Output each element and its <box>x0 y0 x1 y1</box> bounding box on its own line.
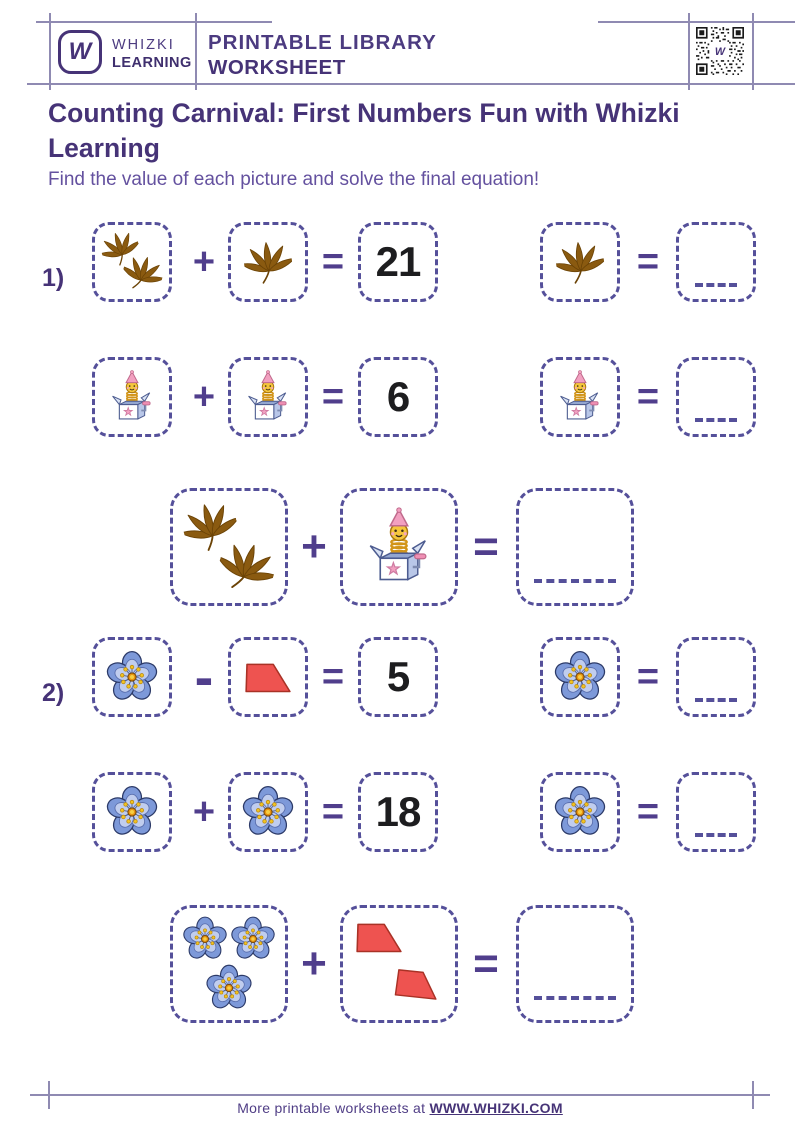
final-addend-box <box>340 905 458 1023</box>
answer-blank-line <box>695 418 737 422</box>
printable-library-label: PRINTABLE LIBRARY <box>208 31 437 54</box>
qr-code-icon <box>696 27 744 75</box>
jack-in-the-box-icon <box>241 370 295 424</box>
equals-operator: = <box>636 376 660 418</box>
crop-mark <box>36 21 272 23</box>
problem-label: 1) <box>42 264 65 292</box>
brand-name-whizki: WHIZKI <box>112 37 175 53</box>
blue-flower-icon <box>103 648 161 706</box>
red-trapezoid-icon <box>389 963 444 1004</box>
addend-box <box>228 357 308 437</box>
equals-operator: = <box>473 522 499 571</box>
blue-flower-icon <box>239 783 297 841</box>
answer-box <box>676 222 756 302</box>
minuend-box <box>92 637 172 717</box>
final-addend-box <box>340 488 458 606</box>
equals-operator: = <box>473 939 499 988</box>
blue-flower-icon <box>551 648 609 706</box>
whizki-logo <box>58 30 102 74</box>
red-trapezoid-icon <box>351 918 407 957</box>
blue-flower-icon <box>103 783 161 841</box>
addend-box <box>92 222 172 302</box>
worksheet-label: WORKSHEET <box>208 56 346 79</box>
final-answer-box <box>516 905 634 1023</box>
crop-mark <box>30 1094 770 1096</box>
result-value: 6 <box>386 373 410 420</box>
crop-mark <box>598 21 795 23</box>
final-addend-box <box>170 905 288 1023</box>
jack-in-the-box-icon <box>359 507 439 587</box>
blue-flower-icon <box>203 962 255 1014</box>
answer-blank-line <box>534 579 616 583</box>
plus-operator: + <box>301 522 327 571</box>
equals-operator: = <box>321 241 345 283</box>
solve-icon-box <box>540 637 620 717</box>
addend-box <box>92 357 172 437</box>
jack-in-the-box-icon <box>553 370 607 424</box>
red-trapezoid-icon <box>240 658 296 697</box>
crop-mark <box>49 13 51 90</box>
equals-operator: = <box>321 376 345 418</box>
crop-mark <box>752 13 754 90</box>
result-value: 5 <box>386 653 410 700</box>
crop-mark <box>195 13 197 90</box>
result-box <box>358 637 438 717</box>
equals-operator: = <box>636 656 660 698</box>
result-box <box>358 222 438 302</box>
footer-text: More printable worksheets at <box>237 1100 430 1116</box>
page-title: Counting Carnival: First Numbers Fun with Whizki Learning <box>48 98 680 163</box>
addend-box <box>228 772 308 852</box>
plus-operator: + <box>192 241 216 283</box>
crop-mark <box>688 13 690 90</box>
subtrahend-box <box>228 637 308 717</box>
blue-flower-icon <box>180 914 230 964</box>
addend-box <box>92 772 172 852</box>
jack-in-the-box-icon <box>105 370 159 424</box>
footer-website-link[interactable]: WWW.WHIZKI.COM <box>429 1100 563 1116</box>
solve-icon-box <box>540 772 620 852</box>
problem-label: 2) <box>42 679 65 707</box>
equals-operator: = <box>321 791 345 833</box>
answer-blank-line <box>695 698 737 702</box>
logo-w-letter: W <box>68 38 92 65</box>
equals-operator: = <box>636 241 660 283</box>
qr-center-logo: W <box>714 46 726 59</box>
plus-operator: + <box>301 939 327 988</box>
crop-mark <box>27 83 795 85</box>
answer-blank-line <box>534 996 616 1000</box>
addend-box <box>228 222 308 302</box>
minus-operator: - <box>194 645 214 708</box>
answer-box <box>676 357 756 437</box>
answer-blank-line <box>695 283 737 287</box>
blue-flower-icon <box>228 914 278 964</box>
chestnut-leaf-icon <box>554 236 607 289</box>
plus-operator: + <box>192 791 216 833</box>
final-addend-box <box>170 488 288 606</box>
solve-icon-box <box>540 222 620 302</box>
result-box <box>358 357 438 437</box>
result-value: 21 <box>375 238 421 285</box>
brand-name-learning: LEARNING <box>112 55 192 71</box>
equals-operator: = <box>321 656 345 698</box>
footer <box>0 1100 800 1116</box>
chestnut-leaf-icon <box>242 236 295 289</box>
answer-box <box>676 637 756 717</box>
answer-box <box>676 772 756 852</box>
answer-blank-line <box>695 833 737 837</box>
equals-operator: = <box>636 791 660 833</box>
result-box <box>358 772 438 852</box>
instructions-text: Find the value of each picture and solve the final equation! <box>48 169 540 190</box>
final-answer-box <box>516 488 634 606</box>
plus-operator: + <box>192 376 216 418</box>
solve-icon-box <box>540 357 620 437</box>
result-value: 18 <box>375 788 421 835</box>
blue-flower-icon <box>551 783 609 841</box>
